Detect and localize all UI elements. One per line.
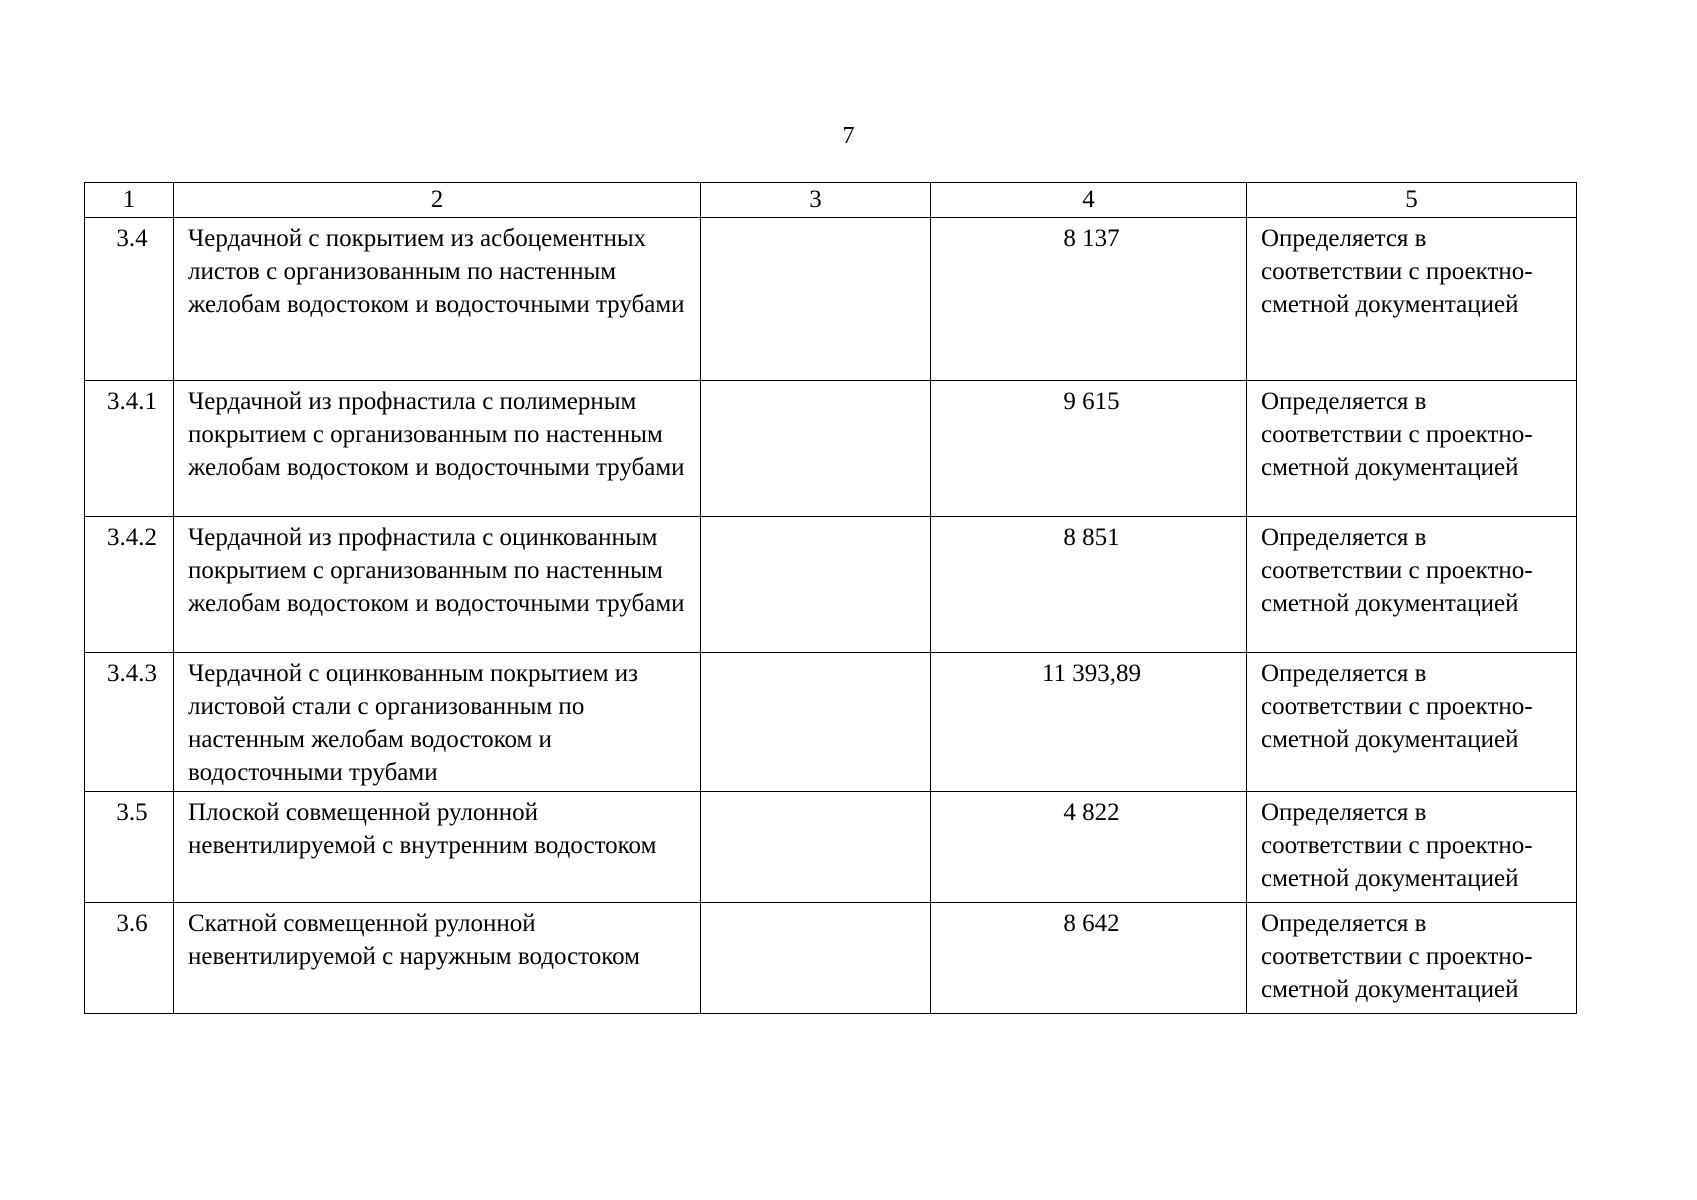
row-number: 3.5 — [85, 792, 174, 903]
row-number: 3.4 — [85, 218, 174, 381]
row-description: Чердачной с оцинкованным покрытием из листовой стали с организованным по настенным желобам водостоком и водосточными трубами — [174, 653, 701, 792]
row-number: 3.6 — [85, 903, 174, 1014]
row-note: Определяется в соответствии с проектно-сметной документацией — [1247, 218, 1577, 381]
row-value: 8 851 — [931, 517, 1247, 653]
row-column-3 — [701, 381, 931, 517]
table-row — [85, 792, 1577, 903]
row-note: Определяется в соответствии с проектно-сметной документацией — [1247, 903, 1577, 1014]
row-value: 4 822 — [931, 792, 1247, 903]
row-value: 9 615 — [931, 381, 1247, 517]
row-column-3 — [701, 517, 931, 653]
page-number: 7 — [842, 123, 855, 149]
row-value: 11 393,89 — [931, 653, 1247, 792]
header-cell-3: 3 — [701, 183, 931, 218]
table-row — [85, 653, 1577, 792]
header-cell-2: 2 — [174, 183, 701, 218]
row-column-3 — [701, 903, 931, 1014]
table-row — [85, 218, 1577, 381]
row-column-3 — [701, 792, 931, 903]
row-note: Определяется в соответствии с проектно-сметной документацией — [1247, 792, 1577, 903]
table-row — [85, 903, 1577, 1014]
row-note: Определяется в соответствии с проектно-сметной документацией — [1247, 381, 1577, 517]
table-header-row — [85, 183, 1577, 218]
document-table — [84, 182, 1577, 1014]
header-cell-4: 4 — [931, 183, 1247, 218]
header-cell-1: 1 — [85, 183, 174, 218]
table-row — [85, 517, 1577, 653]
table-row — [85, 381, 1577, 517]
row-column-3 — [701, 653, 931, 792]
row-number: 3.4.2 — [85, 517, 174, 653]
row-description: Чердачной из профнастила с полимерным покрытием с организованным по настенным желобам водостоком и водосточными трубами — [174, 381, 701, 517]
row-column-3 — [701, 218, 931, 381]
row-value: 8 137 — [931, 218, 1247, 381]
row-note: Определяется в соответствии с проектно-сметной документацией — [1247, 653, 1577, 792]
row-number: 3.4.3 — [85, 653, 174, 792]
row-value: 8 642 — [931, 903, 1247, 1014]
row-description: Чердачной из профнастила с оцинкованным покрытием с организованным по настенным желобам водостоком и водосточными трубами — [174, 517, 701, 653]
row-description: Плоской совмещенной рулонной невентилируемой с внутренним водостоком — [174, 792, 701, 903]
row-description: Скатной совмещенной рулонной невентилируемой с наружным водостоком — [174, 903, 701, 1014]
row-number: 3.4.1 — [85, 381, 174, 517]
row-description: Чердачной с покрытием из асбоцементных листов с организованным по настенным желобам водостоком и водосточными трубами — [174, 218, 701, 381]
header-cell-5: 5 — [1247, 183, 1577, 218]
row-note: Определяется в соответствии с проектно-сметной документацией — [1247, 517, 1577, 653]
